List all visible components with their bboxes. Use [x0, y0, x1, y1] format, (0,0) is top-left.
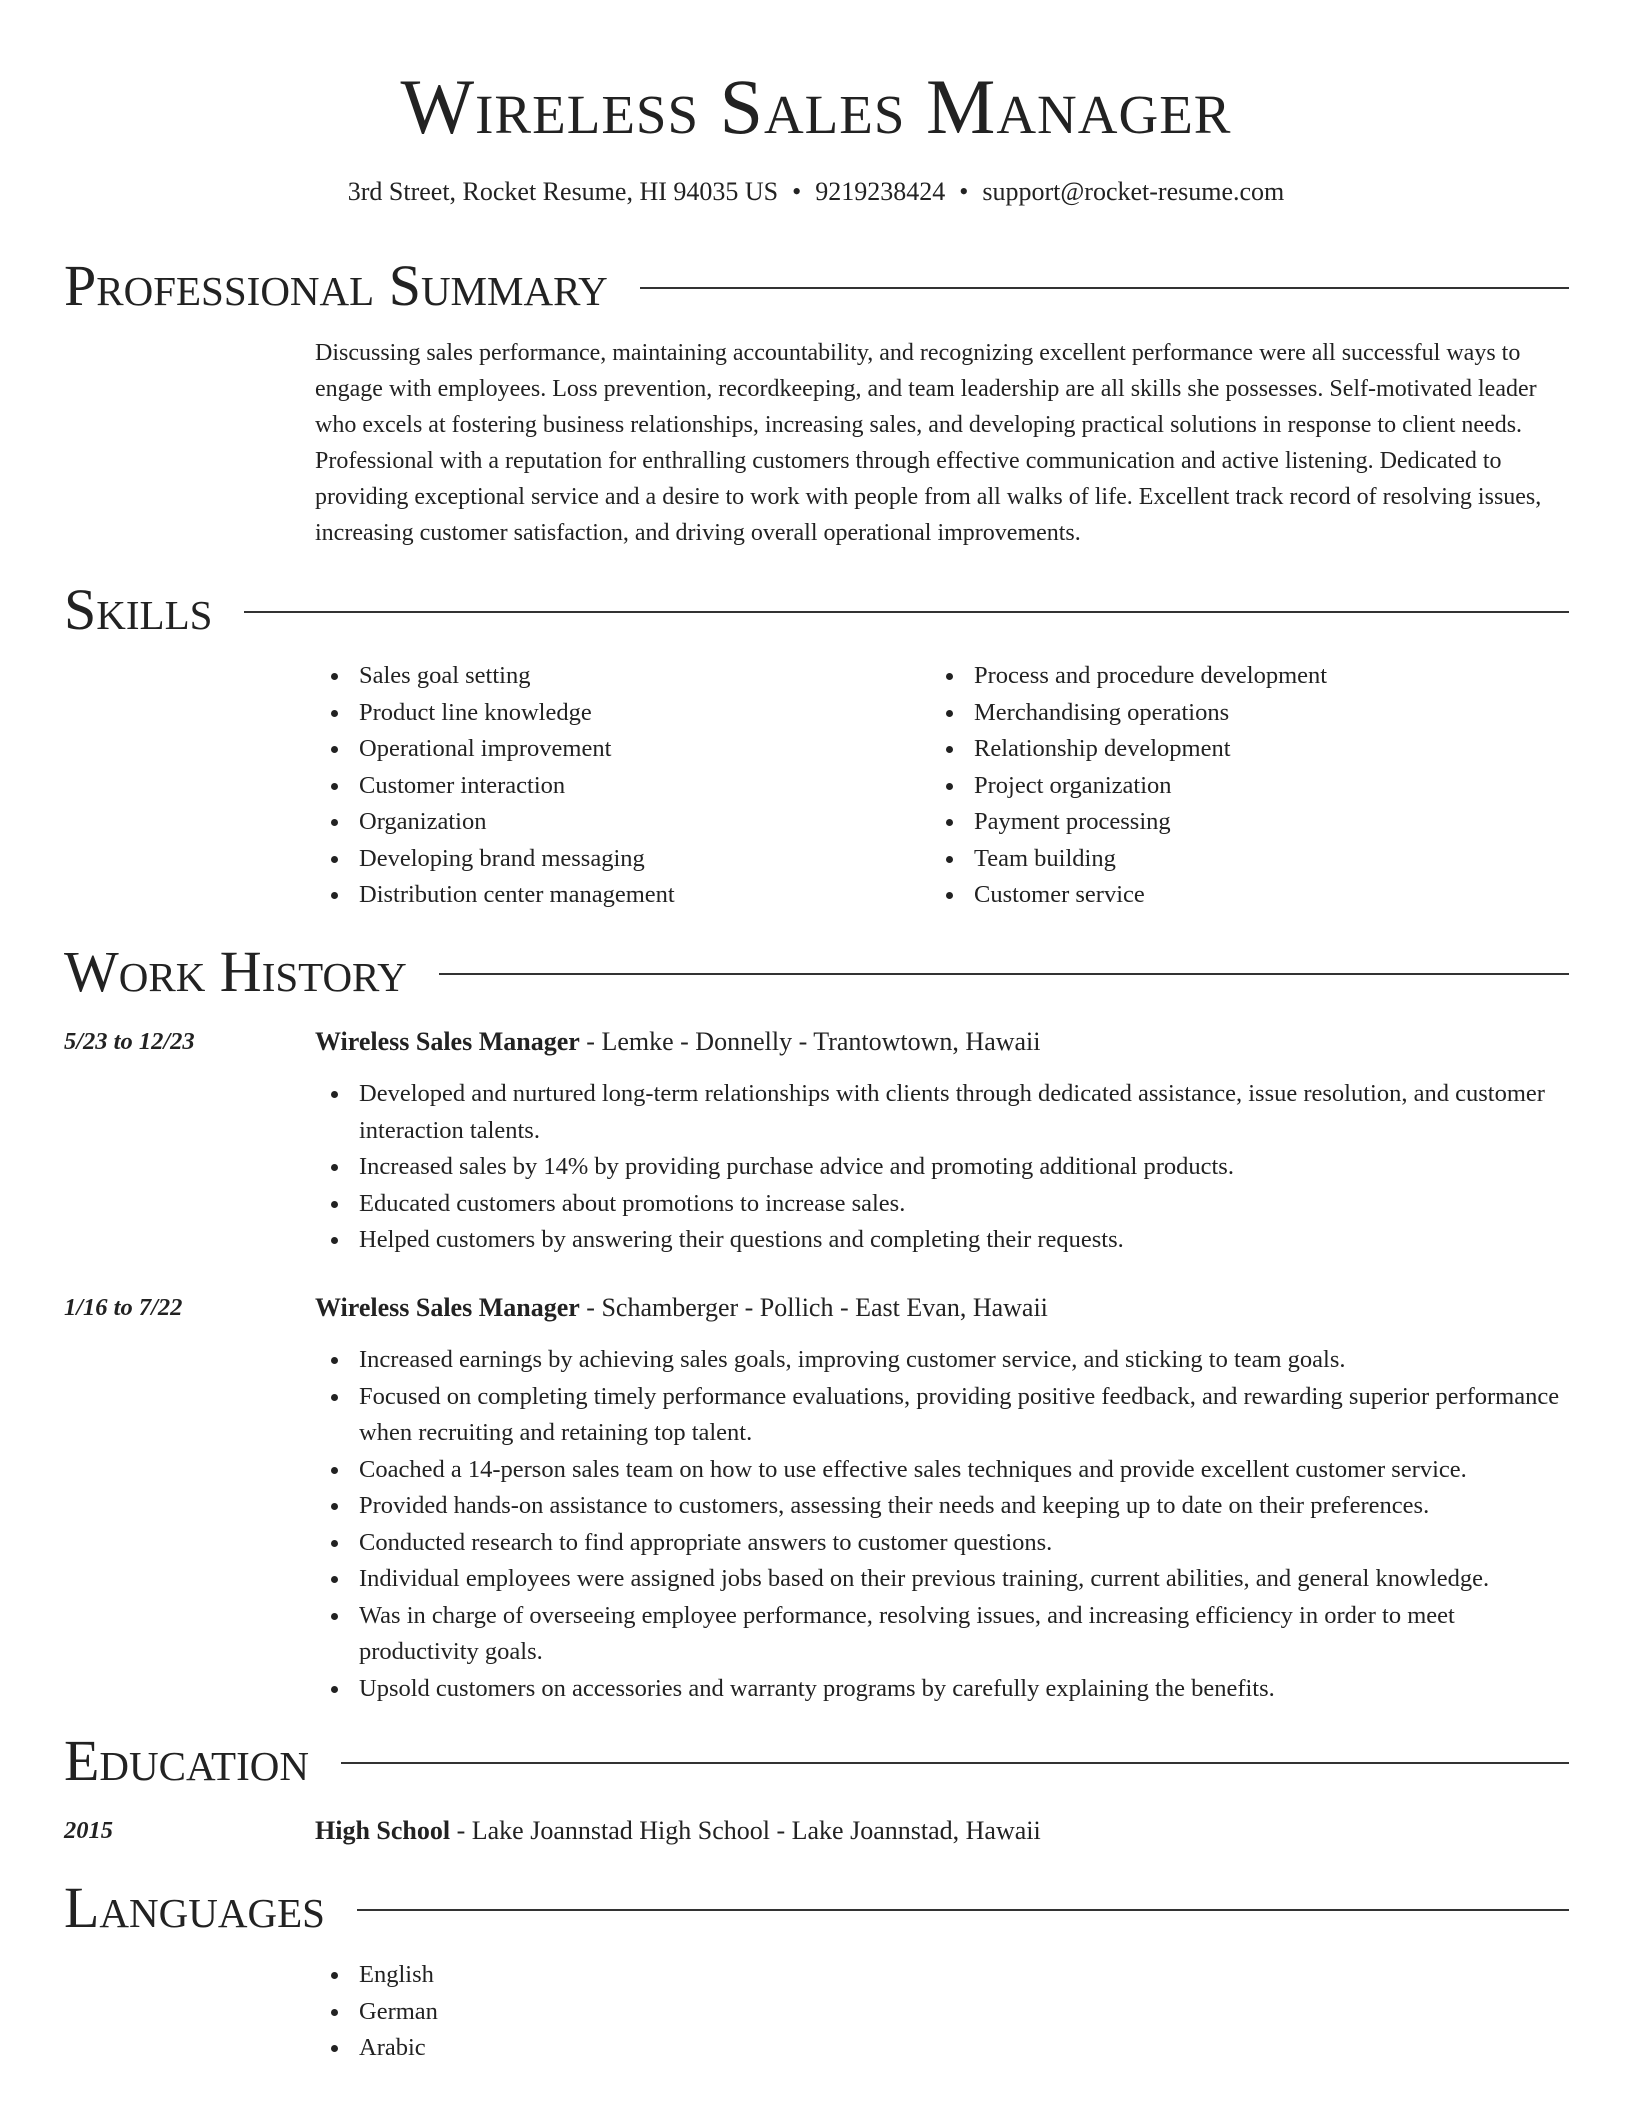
skill-item: Operational improvement: [315, 731, 915, 768]
skill-item: Organization: [315, 804, 915, 841]
education-details: - Lake Joannstad High School - Lake Joannstad, Hawaii: [450, 1816, 1041, 1845]
job-bullet: Increased sales by 14% by providing purchase advice and promoting additional products.: [315, 1149, 1569, 1186]
summary-text: Discussing sales performance, maintaining accountability, and recognizing excellent performance were all successful ways to engage with employees. Loss prevention, recordkeeping, and team leadership are all skills she possesses. Self-motivated leader who excels at fostering business relationships, increasing sales, and developing practical solutions in response to client needs. Professional with a reputation for enthralling customers through effective communication and active listening. Dedicated to providing exceptional service and a desire to work with people from all walks of life. Excellent track record of resolving issues, increasing customer satisfaction, and driving overall operational improvements.: [315, 340, 1542, 546]
section-divider: [439, 973, 1569, 975]
job-bullet: Coached a 14-person sales team on how to use effective sales techniques and provide excellent customer service.: [315, 1452, 1569, 1489]
language-item: English: [315, 1957, 1569, 1994]
job-details: - Lemke - Donnelly - Trantowtown, Hawaii: [579, 1027, 1041, 1056]
job-bullet: Conducted research to find appropriate answers to customer questions.: [315, 1525, 1569, 1562]
contact-line: [0, 176, 1632, 208]
skill-item: Developing brand messaging: [315, 841, 915, 878]
section-divider: [341, 1762, 1569, 1764]
job-bullet: Individual employees were assigned jobs based on their previous training, current abilities, and general knowledge.: [315, 1561, 1569, 1598]
education-year: 2015: [64, 1817, 113, 1844]
job-bullets: [315, 1076, 1569, 1259]
skill-item: Process and procedure development: [930, 658, 1530, 695]
job-bullet: Provided hands-on assistance to customers, assessing their needs and keeping up to date on their preferences.: [315, 1488, 1569, 1525]
skill-item: Relationship development: [930, 731, 1530, 768]
skill-item: Payment processing: [930, 804, 1530, 841]
education-line: [315, 1813, 1569, 1849]
contact-separator: •: [959, 177, 969, 206]
skill-item: Customer interaction: [315, 768, 915, 805]
language-item: German: [315, 1994, 1569, 2031]
job-title-line: [315, 1024, 1569, 1060]
job-title-line: [315, 1290, 1569, 1326]
job-bullet: Educated customers about promotions to increase sales.: [315, 1186, 1569, 1223]
education-title: Education: [64, 1728, 309, 1793]
section-divider: [640, 287, 1569, 289]
languages-title: Languages: [64, 1875, 325, 1940]
education-heading: [64, 1729, 1569, 1793]
email: support@rocket-resume.com: [982, 177, 1285, 206]
skill-item: Customer service: [930, 877, 1530, 914]
work-title: Work History: [64, 939, 407, 1004]
job-bullets: [315, 1342, 1569, 1707]
skill-item: Team building: [930, 841, 1530, 878]
address: 3rd Street, Rocket Resume, HI 94035 US: [347, 177, 779, 206]
job-bullet: Helped customers by answering their questions and completing their requests.: [315, 1222, 1569, 1259]
skill-item: Product line knowledge: [315, 695, 915, 732]
language-item: Arabic: [315, 2030, 1569, 2067]
job-bullet: Increased earnings by achieving sales goals, improving customer service, and sticking to team goals.: [315, 1342, 1569, 1379]
skills-list-right: [930, 658, 1530, 914]
summary-heading: [64, 254, 1569, 318]
phone: 9219238424: [815, 177, 946, 206]
skills-list-left: [315, 658, 915, 914]
skills-title: Skills: [64, 577, 213, 642]
skill-item: Merchandising operations: [930, 695, 1530, 732]
skill-item: Distribution center management: [315, 877, 915, 914]
job-dates: 1/16 to 7/22: [64, 1294, 183, 1321]
job-details: - Schamberger - Pollich - East Evan, Hawaii: [579, 1293, 1048, 1322]
skill-item: Sales goal setting: [315, 658, 915, 695]
contact-separator: •: [792, 177, 802, 206]
languages-heading: [64, 1876, 1569, 1940]
languages-list: [315, 1957, 1569, 2067]
resume-name: Wireless Sales Manager: [400, 63, 1232, 150]
job-bullet: Developed and nurtured long-term relationships with clients through dedicated assistance, issue resolution, and customer interaction talents.: [315, 1076, 1569, 1149]
job-bullet: Was in charge of overseeing employee performance, resolving issues, and increasing efficiency in order to meet productivity goals.: [315, 1598, 1569, 1671]
section-divider: [357, 1909, 1569, 1911]
skill-item: Project organization: [930, 768, 1530, 805]
job-bullet: Focused on completing timely performance evaluations, providing positive feedback, and rewarding superior performance when recruiting and retaining top talent.: [315, 1379, 1569, 1452]
job-role: Wireless Sales Manager: [315, 1293, 580, 1322]
education-degree: High School: [315, 1816, 451, 1845]
skills-heading: [64, 578, 1569, 642]
section-divider: [244, 611, 1569, 613]
job-dates: 5/23 to 12/23: [64, 1028, 195, 1055]
job-bullet: Upsold customers on accessories and warranty programs by carefully explaining the benefits.: [315, 1671, 1569, 1708]
job-role: Wireless Sales Manager: [315, 1027, 580, 1056]
work-heading: [64, 940, 1569, 1004]
summary-title: Professional Summary: [64, 253, 608, 318]
